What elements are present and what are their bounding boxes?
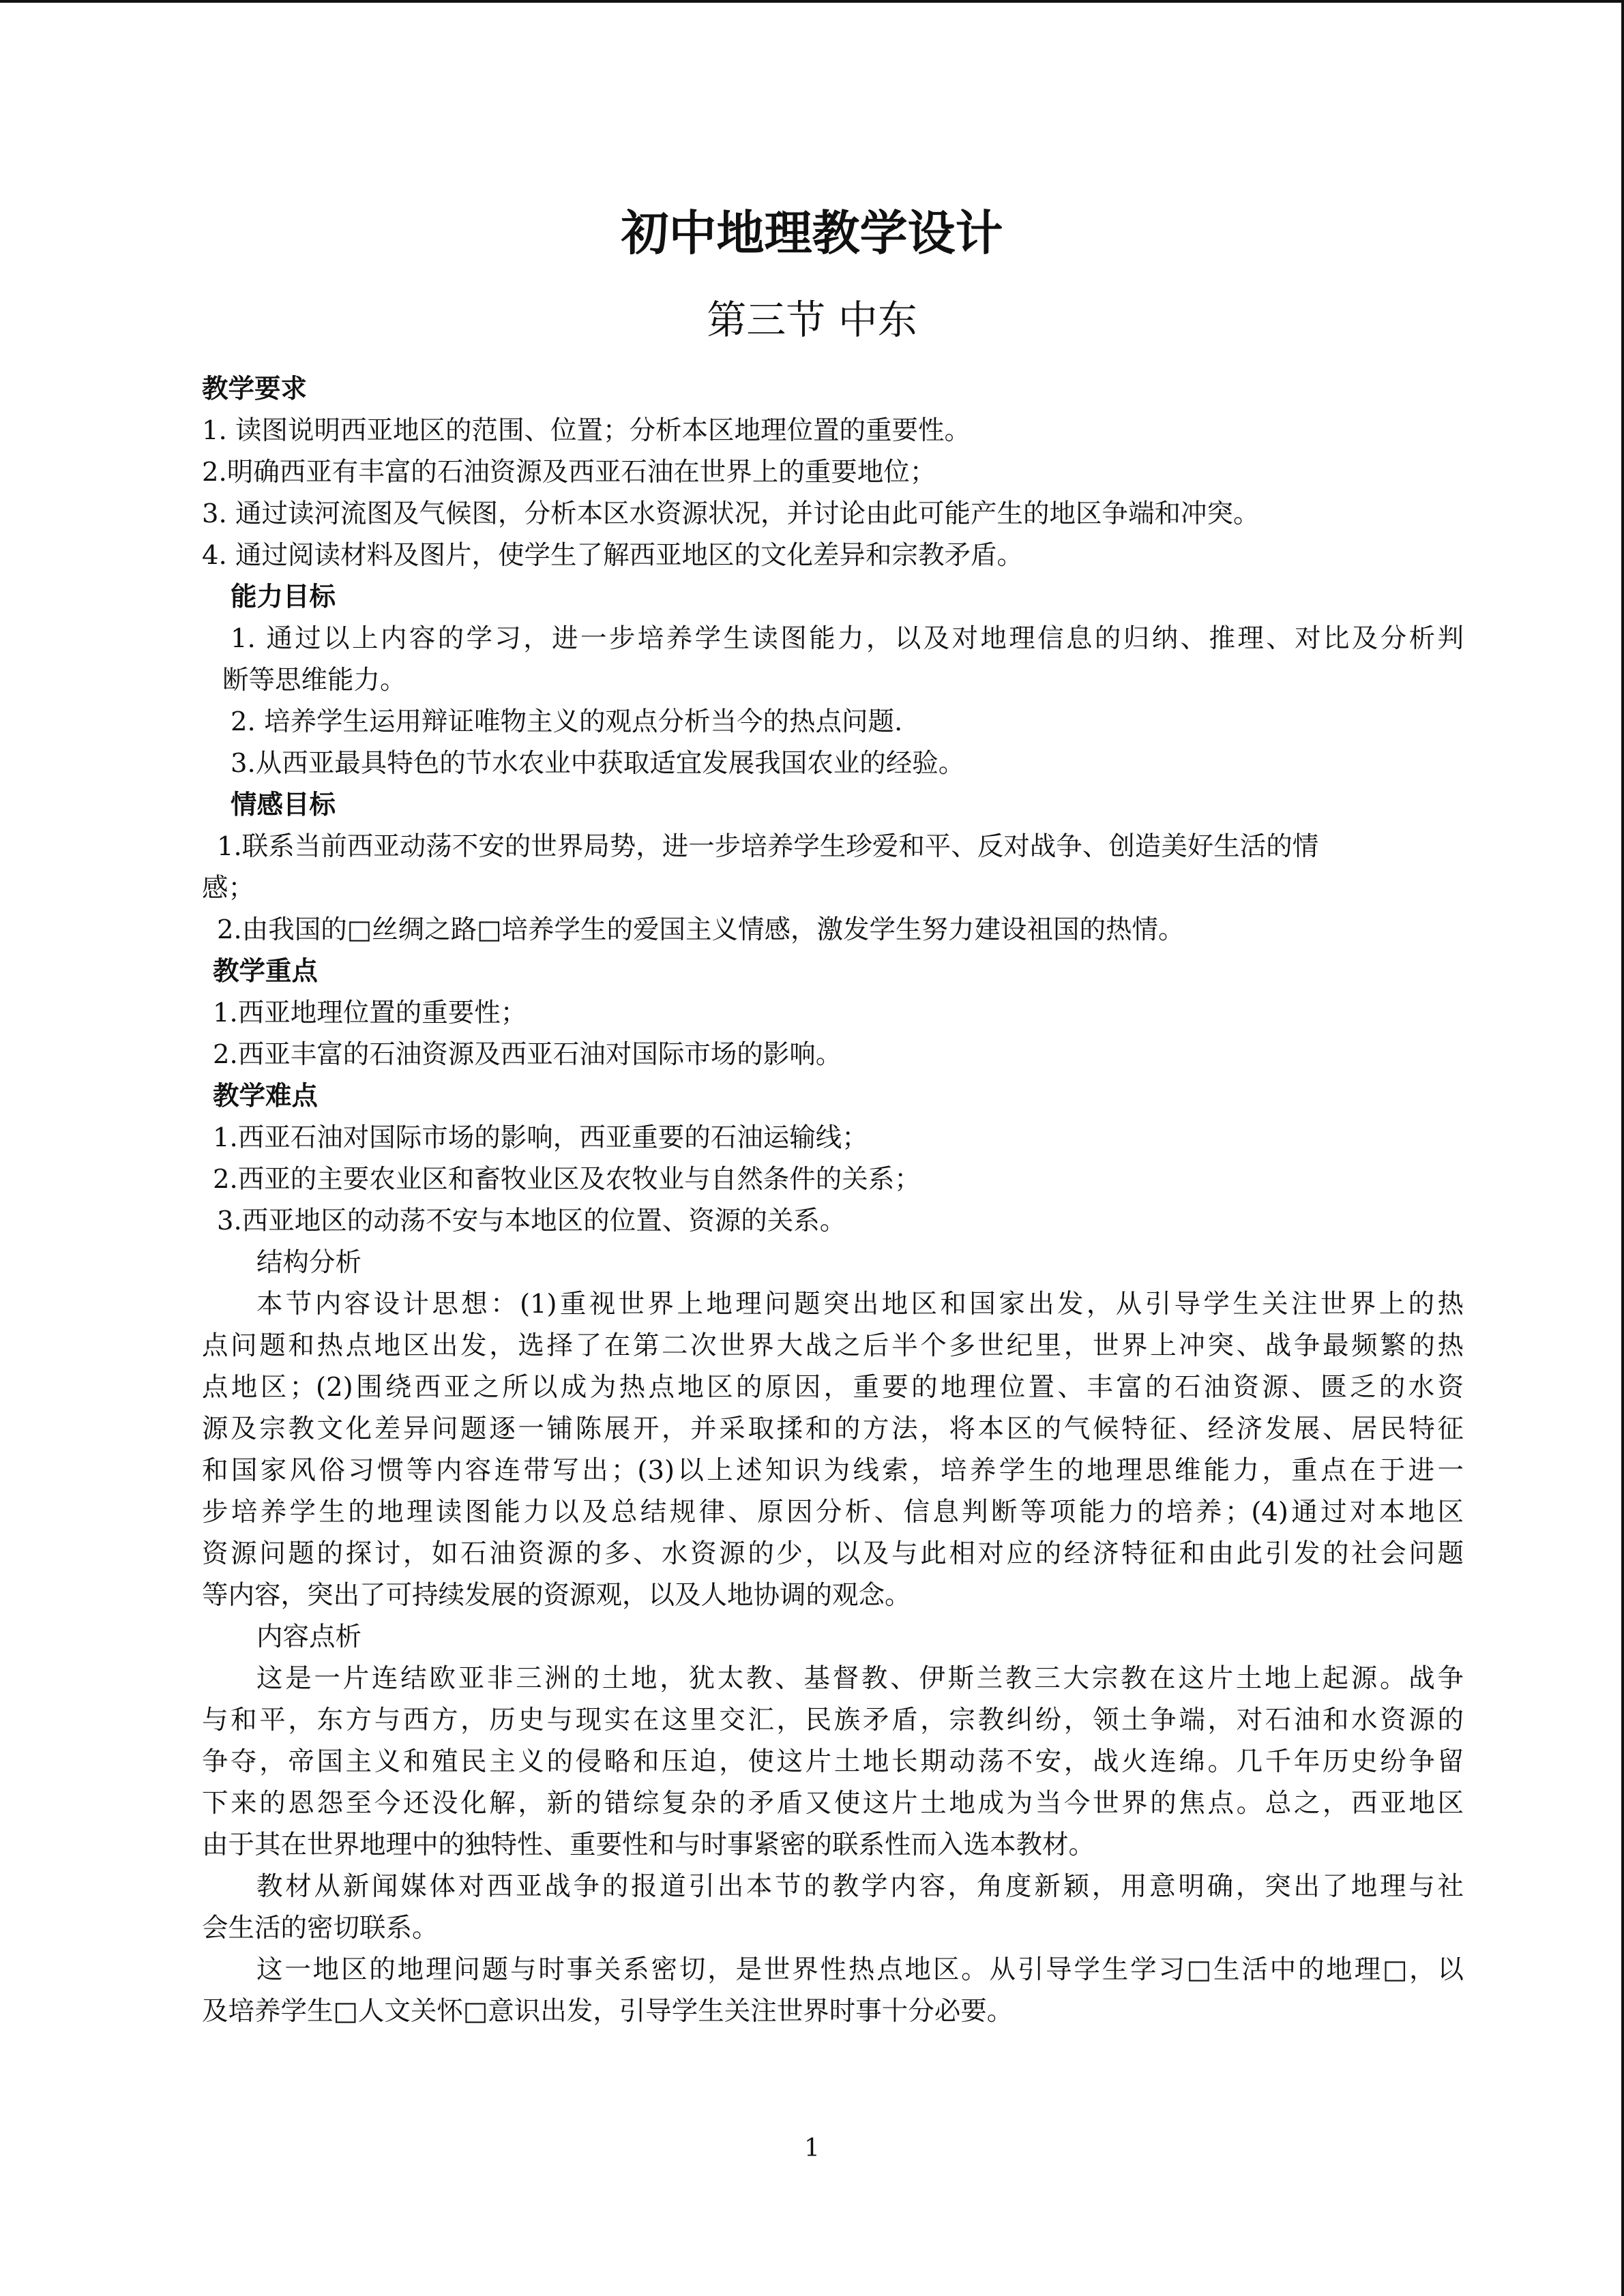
- content-paragraph-3-line: 及培养学生□人文关怀□意识出发，引导学生关注世界时事十分必要。: [202, 1996, 1014, 2027]
- ability-item-1-line-1: 1. 通过以上内容的学习，进一步培养学生读图能力，以及对地理信息的归纳、推理、对比及分析判: [231, 623, 1464, 654]
- structure-line: 和国家风俗习惯等内容连带写出；(3)以上述知识为线索，培养学生的地理思维能力，重点在于进一: [202, 1455, 1464, 1486]
- ability-item-2: 2. 培养学生运用辩证唯物主义的观点分析当今的热点问题.: [231, 706, 903, 737]
- ability-heading: 能力目标: [231, 582, 336, 612]
- document-body: [202, 368, 1464, 2032]
- structure-line: 点地区；(2)围绕西亚之所以成为热点地区的原因，重要的地理位置、丰富的石油资源、匮乏的水资: [202, 1372, 1464, 1403]
- requirement-item: 4. 通过阅读材料及图片，使学生了解西亚地区的文化差异和宗教矛盾。: [202, 540, 1023, 571]
- section-subtitle: 第三节 中东: [707, 297, 917, 343]
- requirement-item: 2.明确西亚有丰富的石油资源及西亚石油在世界上的重要地位；: [202, 457, 936, 488]
- top-border: [0, 0, 1624, 3]
- key-points-heading: 教学重点: [213, 956, 319, 987]
- difficulty-item: 1.西亚石油对国际市场的影响，西亚重要的石油运输线；: [213, 1122, 868, 1153]
- content-paragraph-1-line: 争夺，帝国主义和殖民主义的侵略和压迫，使这片土地长期动荡不安，战火连绵。几千年历史纷争留: [202, 1746, 1464, 1777]
- structure-line: 等内容，突出了可持续发展的资源观，以及人地协调的观念。: [202, 1580, 911, 1611]
- requirements-heading: 教学要求: [202, 374, 308, 404]
- ability-item-3: 3.从西亚最具特色的节水农业中获取适宜发展我国农业的经验。: [231, 748, 965, 779]
- emotion-item-2: 2.由我国的□丝绸之路□培养学生的爱国主义情感，激发学生努力建设祖国的热情。: [217, 914, 1185, 945]
- content-paragraph-2-line: 会生活的密切联系。: [202, 1913, 439, 1943]
- document-title: 初中地理教学设计: [621, 205, 1003, 261]
- structure-line: 步培养学生的地理读图能力以及总结规律、原因分析、信息判断等项能力的培养；(4)通过对本地区: [202, 1497, 1464, 1527]
- right-border: [1621, 0, 1624, 2296]
- difficulty-item: 2.西亚的主要农业区和畜牧业区及农牧业与自然条件的关系；: [213, 1164, 921, 1195]
- difficulties-heading: 教学难点: [213, 1081, 319, 1112]
- content-paragraph-1-line: 与和平，东方与西方，历史与现实在这里交汇，民族矛盾，宗教纠纷，领土争端，对石油和水资源的: [202, 1705, 1464, 1735]
- key-point-item: 2.西亚丰富的石油资源及西亚石油对国际市场的影响。: [213, 1039, 842, 1070]
- content-heading: 内容点析: [256, 1622, 362, 1652]
- structure-heading: 结构分析: [256, 1247, 362, 1278]
- emotion-item-1-line-2: 感；: [202, 873, 255, 904]
- requirement-item: 1. 读图说明西亚地区的范围、位置；分析本区地理位置的重要性。: [202, 415, 971, 446]
- content-paragraph-1-line: 下来的恩怨至今还没化解，新的错综复杂的矛盾又使这片土地成为当今世界的焦点。总之，西亚地区: [202, 1788, 1464, 1819]
- structure-line: 点问题和热点地区出发，选择了在第二次世界大战之后半个多世纪里，世界上冲突、战争最频繁的热: [202, 1330, 1464, 1361]
- ability-item-1-line-2: 断等思维能力。: [222, 665, 407, 696]
- structure-line: 本节内容设计思想：(1)重视世界上地理问题突出地区和国家出发，从引导学生关注世界上的热: [256, 1289, 1464, 1320]
- structure-line: 资源问题的探讨，如石油资源的多、水资源的少，以及与此相对应的经济特征和由此引发的社会问题: [202, 1538, 1464, 1569]
- requirement-item: 3. 通过读河流图及气候图，分析本区水资源状况，并讨论由此可能产生的地区争端和冲突。: [202, 498, 1260, 529]
- content-paragraph-2-line: 教材从新闻媒体对西亚战争的报道引出本节的教学内容，角度新颖，用意明确，突出了地理与社: [256, 1871, 1464, 1902]
- emotion-item-1-line-1: 1.联系当前西亚动荡不安的世界局势，进一步培养学生珍爱和平、反对战争、创造美好生活的情: [217, 831, 1319, 862]
- content-paragraph-1-line: 这是一片连结欧亚非三洲的土地，犹太教、基督教、伊斯兰教三大宗教在这片土地上起源。战争: [256, 1663, 1464, 1694]
- content-paragraph-1-line: 由于其在世界地理中的独特性、重要性和与时事紧密的联系性而入选本教材。: [202, 1830, 1095, 1860]
- page-number: 1: [804, 2134, 820, 2162]
- structure-line: 源及宗教文化差异问题逐一铺陈展开，并采取揉和的方法，将本区的气候特征、经济发展、居民特征: [202, 1414, 1464, 1444]
- content-paragraph-3-line: 这一地区的地理问题与时事关系密切，是世界性热点地区。从引导学生学习□生活中的地理□，以: [256, 1954, 1464, 1985]
- key-point-item: 1.西亚地理位置的重要性；: [213, 998, 527, 1028]
- difficulty-item: 3.西亚地区的动荡不安与本地区的位置、资源的关系。: [217, 1206, 846, 1236]
- emotion-heading: 情感目标: [231, 790, 336, 820]
